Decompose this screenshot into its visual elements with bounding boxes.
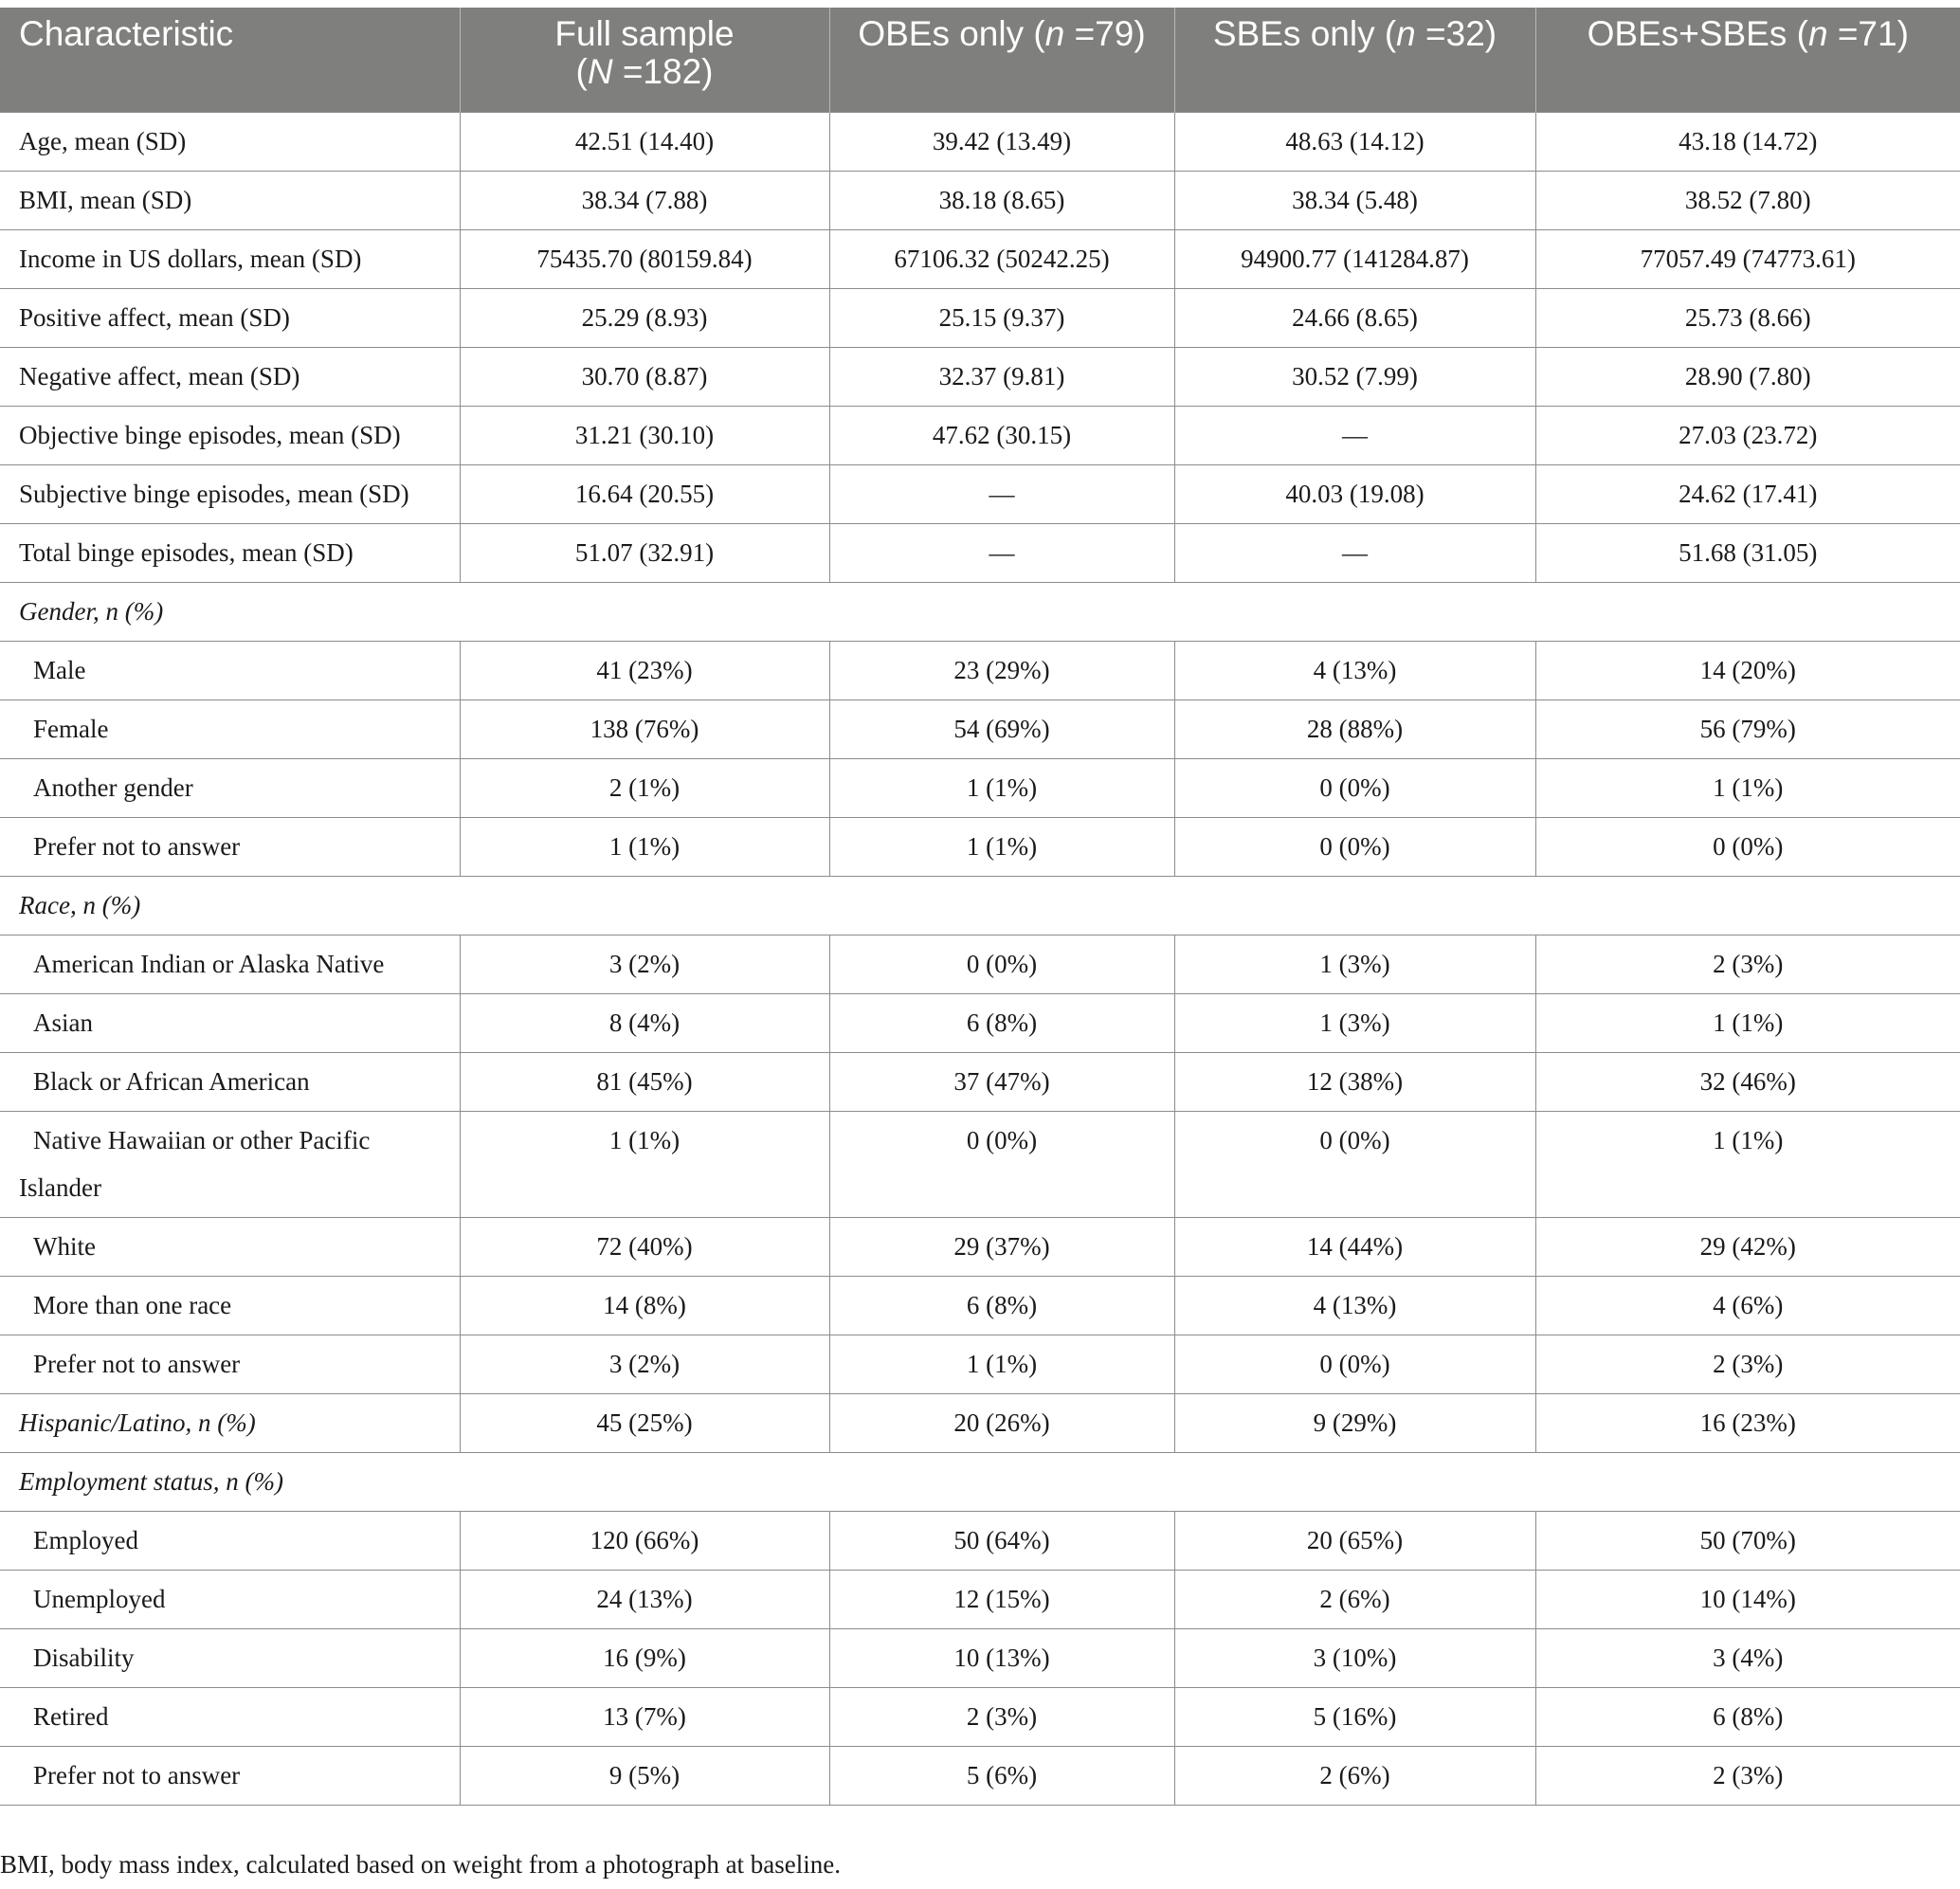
table-cell: 14 (8%) (460, 1276, 829, 1335)
section-row (0, 582, 1960, 641)
table-cell: 120 (66%) (460, 1511, 829, 1570)
table-row (0, 288, 1960, 347)
row-label: American Indian or Alaska Native (0, 935, 460, 993)
table-cell: 0 (0%) (829, 1111, 1174, 1217)
table-cell: 39.42 (13.49) (829, 112, 1174, 171)
table-cell: 28 (88%) (1174, 699, 1535, 758)
table-cell: — (1174, 523, 1535, 582)
table-cell: 2 (3%) (1535, 1746, 1960, 1805)
table-cell: 56 (79%) (1535, 699, 1960, 758)
table-cell: 30.70 (8.87) (460, 347, 829, 406)
table-cell: 23 (29%) (829, 641, 1174, 699)
row-label: White (0, 1217, 460, 1276)
table-row (0, 699, 1960, 758)
table-cell: 1 (1%) (1535, 993, 1960, 1052)
table-cell: 2 (3%) (1535, 935, 1960, 993)
table-cell: 30.52 (7.99) (1174, 347, 1535, 406)
table-cell: 24 (13%) (460, 1570, 829, 1628)
table-cell: 28.90 (7.80) (1535, 347, 1960, 406)
table-row (0, 523, 1960, 582)
table-row (0, 1570, 1960, 1628)
table-cell: 0 (0%) (1174, 1335, 1535, 1393)
table-row (0, 171, 1960, 229)
section-row (0, 876, 1960, 935)
table-cell: 38.34 (7.88) (460, 171, 829, 229)
row-label: Unemployed (0, 1570, 460, 1628)
row-label: Black or African American (0, 1052, 460, 1111)
table-cell: 43.18 (14.72) (1535, 112, 1960, 171)
table-cell: 25.15 (9.37) (829, 288, 1174, 347)
table-cell: 48.63 (14.12) (1174, 112, 1535, 171)
table-row (0, 229, 1960, 288)
table-cell: 6 (8%) (829, 993, 1174, 1052)
table-cell: 67106.32 (50242.25) (829, 229, 1174, 288)
row-label-line1: Native Hawaiian or other Pacific (33, 1125, 371, 1154)
table-cell: 1 (1%) (1535, 758, 1960, 817)
row-label-line2: Islander (19, 1172, 101, 1202)
table-cell: 24.66 (8.65) (1174, 288, 1535, 347)
table-cell: 9 (5%) (460, 1746, 829, 1805)
characteristics-table (0, 8, 1960, 1806)
table-cell: — (829, 523, 1174, 582)
row-label: Income in US dollars, mean (SD) (0, 229, 460, 288)
row-label: Prefer not to answer (0, 1335, 460, 1393)
table-cell: 9 (29%) (1174, 1393, 1535, 1452)
table-cell: 138 (76%) (460, 699, 829, 758)
table-cell: 1 (3%) (1174, 935, 1535, 993)
table-cell: 20 (26%) (829, 1393, 1174, 1452)
table-row (0, 1746, 1960, 1805)
table-cell: 31.21 (30.10) (460, 406, 829, 464)
row-label: Asian (0, 993, 460, 1052)
table-cell: 12 (15%) (829, 1570, 1174, 1628)
row-label: Objective binge episodes, mean (SD) (0, 406, 460, 464)
table-row (0, 1687, 1960, 1746)
row-label: Subjective binge episodes, mean (SD) (0, 464, 460, 523)
table-cell: 47.62 (30.15) (829, 406, 1174, 464)
table-row (0, 1052, 1960, 1111)
header-obes-sbes: OBEs+SBEs (n =71) (1535, 8, 1960, 112)
table-row (0, 1393, 1960, 1452)
table-cell: 5 (16%) (1174, 1687, 1535, 1746)
table-cell: 25.73 (8.66) (1535, 288, 1960, 347)
table-cell: 50 (64%) (829, 1511, 1174, 1570)
table-cell: 25.29 (8.93) (460, 288, 829, 347)
table-cell: 72 (40%) (460, 1217, 829, 1276)
characteristics-table-container (0, 8, 1960, 1806)
table-cell: 1 (1%) (829, 817, 1174, 876)
table-row (0, 406, 1960, 464)
row-label: Retired (0, 1687, 460, 1746)
table-cell: 0 (0%) (1535, 817, 1960, 876)
table-cell: 3 (10%) (1174, 1628, 1535, 1687)
table-cell: 27.03 (23.72) (1535, 406, 1960, 464)
table-cell: 2 (3%) (1535, 1335, 1960, 1393)
table-cell: 42.51 (14.40) (460, 112, 829, 171)
table-header (0, 8, 1960, 112)
table-cell: 32 (46%) (1535, 1052, 1960, 1111)
table-cell: 1 (3%) (1174, 993, 1535, 1052)
table-row (0, 347, 1960, 406)
header-row (0, 8, 1960, 112)
table-cell: 38.52 (7.80) (1535, 171, 1960, 229)
table-cell: 2 (3%) (829, 1687, 1174, 1746)
table-cell: 24.62 (17.41) (1535, 464, 1960, 523)
table-cell: 94900.77 (141284.87) (1174, 229, 1535, 288)
row-label: Positive affect, mean (SD) (0, 288, 460, 347)
table-row (0, 993, 1960, 1052)
table-cell: 50 (70%) (1535, 1511, 1960, 1570)
table-cell: 41 (23%) (460, 641, 829, 699)
table-cell: 1 (1%) (829, 758, 1174, 817)
table-cell: 2 (1%) (460, 758, 829, 817)
table-cell: 12 (38%) (1174, 1052, 1535, 1111)
table-cell: 2 (6%) (1174, 1746, 1535, 1805)
row-label (0, 1111, 460, 1217)
section-label: Employment status, n (%) (0, 1452, 1960, 1511)
section-label: Gender, n (%) (0, 582, 1960, 641)
table-cell: 51.07 (32.91) (460, 523, 829, 582)
table-cell: 3 (2%) (460, 935, 829, 993)
table-cell: 32.37 (9.81) (829, 347, 1174, 406)
table-cell: 37 (47%) (829, 1052, 1174, 1111)
row-label: Female (0, 699, 460, 758)
row-label: Total binge episodes, mean (SD) (0, 523, 460, 582)
table-footnote: BMI, body mass index, calculated based on weight from a photograph at baseline. (0, 1850, 842, 1879)
table-cell: 38.18 (8.65) (829, 171, 1174, 229)
table-row (0, 1111, 1960, 1217)
table-row (0, 112, 1960, 171)
table-cell: 10 (13%) (829, 1628, 1174, 1687)
table-cell: 40.03 (19.08) (1174, 464, 1535, 523)
table-cell: 2 (6%) (1174, 1570, 1535, 1628)
table-cell: 16 (23%) (1535, 1393, 1960, 1452)
table-cell: 4 (13%) (1174, 641, 1535, 699)
table-cell: 13 (7%) (460, 1687, 829, 1746)
table-row (0, 464, 1960, 523)
table-row (0, 1217, 1960, 1276)
row-label: Another gender (0, 758, 460, 817)
table-cell: 38.34 (5.48) (1174, 171, 1535, 229)
table-cell: 81 (45%) (460, 1052, 829, 1111)
row-label: BMI, mean (SD) (0, 171, 460, 229)
table-cell: 6 (8%) (829, 1276, 1174, 1335)
section-row (0, 1452, 1960, 1511)
table-cell: 51.68 (31.05) (1535, 523, 1960, 582)
header-obes-only: OBEs only (n =79) (829, 8, 1174, 112)
row-label: More than one race (0, 1276, 460, 1335)
table-cell: 3 (2%) (460, 1335, 829, 1393)
table-cell: 3 (4%) (1535, 1628, 1960, 1687)
table-cell: 29 (37%) (829, 1217, 1174, 1276)
header-sbes-only: SBEs only (n =32) (1174, 8, 1535, 112)
table-cell: 29 (42%) (1535, 1217, 1960, 1276)
table-cell: — (829, 464, 1174, 523)
table-row (0, 817, 1960, 876)
row-label: Prefer not to answer (0, 1746, 460, 1805)
table-cell: 0 (0%) (1174, 1111, 1535, 1217)
row-label: Disability (0, 1628, 460, 1687)
table-cell: 14 (44%) (1174, 1217, 1535, 1276)
table-row (0, 935, 1960, 993)
table-body (0, 112, 1960, 1805)
table-cell: 4 (13%) (1174, 1276, 1535, 1335)
table-row (0, 1335, 1960, 1393)
table-cell: 77057.49 (74773.61) (1535, 229, 1960, 288)
table-row (0, 758, 1960, 817)
table-cell: 16 (9%) (460, 1628, 829, 1687)
row-label: Employed (0, 1511, 460, 1570)
table-row (0, 641, 1960, 699)
table-cell: 75435.70 (80159.84) (460, 229, 829, 288)
table-cell: 8 (4%) (460, 993, 829, 1052)
table-cell: 4 (6%) (1535, 1276, 1960, 1335)
table-cell: 45 (25%) (460, 1393, 829, 1452)
table-cell: 0 (0%) (1174, 817, 1535, 876)
row-label: Negative affect, mean (SD) (0, 347, 460, 406)
table-cell: 10 (14%) (1535, 1570, 1960, 1628)
table-cell: 1 (1%) (829, 1335, 1174, 1393)
row-label: Hispanic/Latino, n (%) (0, 1393, 460, 1452)
table-cell: 20 (65%) (1174, 1511, 1535, 1570)
header-full-sample: Full sample (N =182) (460, 8, 829, 112)
table-cell: 0 (0%) (1174, 758, 1535, 817)
table-cell: 0 (0%) (829, 935, 1174, 993)
table-cell: 1 (1%) (1535, 1111, 1960, 1217)
table-cell: 16.64 (20.55) (460, 464, 829, 523)
table-cell: 14 (20%) (1535, 641, 1960, 699)
table-row (0, 1628, 1960, 1687)
section-label: Race, n (%) (0, 876, 1960, 935)
table-row (0, 1276, 1960, 1335)
row-label: Prefer not to answer (0, 817, 460, 876)
table-cell: 54 (69%) (829, 699, 1174, 758)
table-cell: 6 (8%) (1535, 1687, 1960, 1746)
row-label: Age, mean (SD) (0, 112, 460, 171)
table-cell: 1 (1%) (460, 817, 829, 876)
table-cell: — (1174, 406, 1535, 464)
header-characteristic: Characteristic (0, 8, 460, 112)
row-label: Male (0, 641, 460, 699)
table-row (0, 1511, 1960, 1570)
table-cell: 5 (6%) (829, 1746, 1174, 1805)
table-cell: 1 (1%) (460, 1111, 829, 1217)
